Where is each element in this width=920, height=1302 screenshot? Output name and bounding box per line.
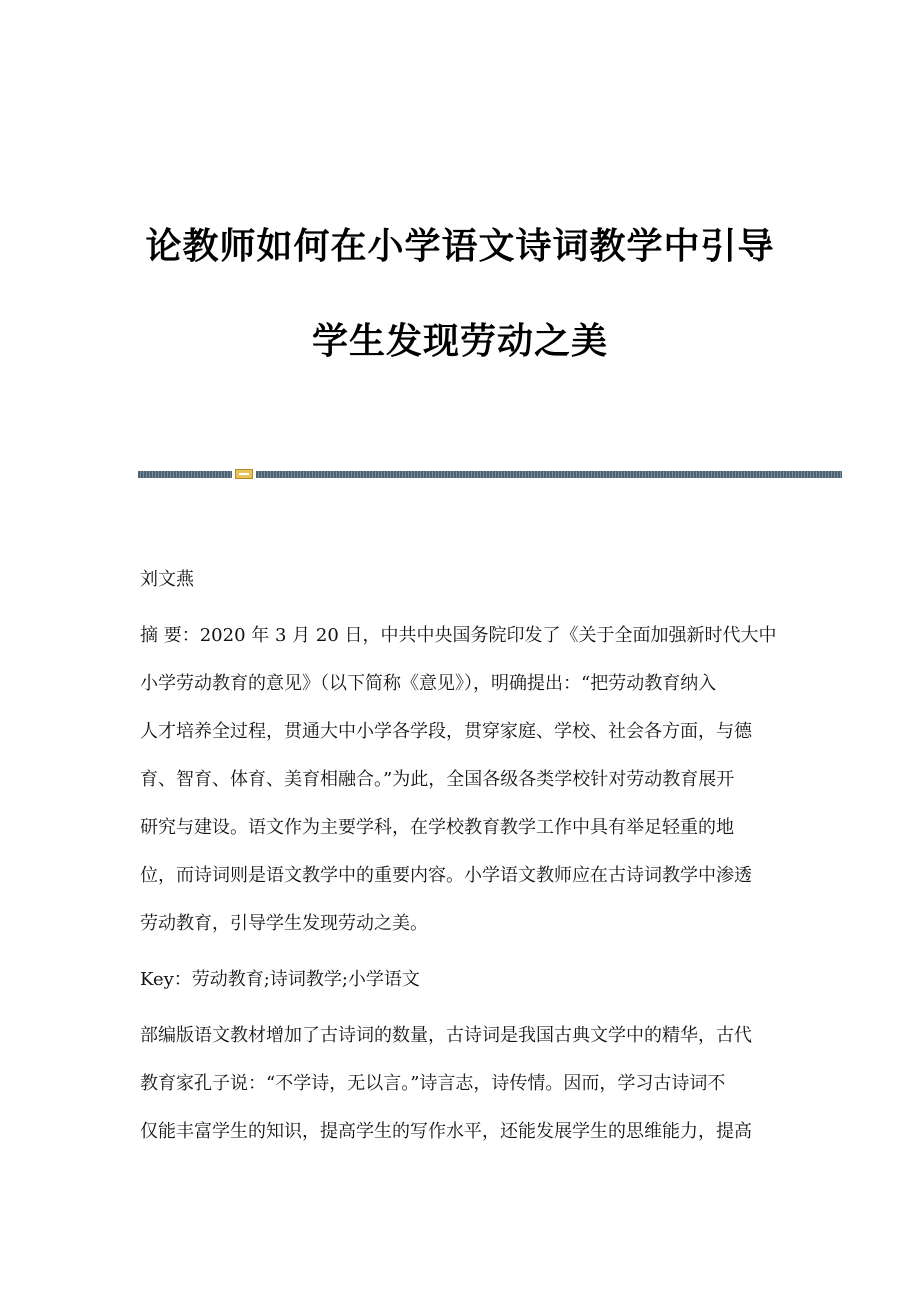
abstract-line: 位，而诗词则是语文教学中的重要内容。小学语文教师应在古诗词教学中渗透 bbox=[140, 865, 752, 886]
abstract-line: 研究与建设。语文作为主要学科，在学校教育教学工作中具有举足轻重的地 bbox=[140, 817, 734, 838]
divider-bar-right bbox=[256, 471, 842, 478]
document-title-line-2: 学生发现劳动之美 bbox=[311, 321, 608, 362]
keywords-line: Key：劳动教育;诗词教学;小学语文 bbox=[140, 969, 420, 990]
body-line: 仅能丰富学生的知识，提高学生的写作水平，还能发展学生的思维能力，提高 bbox=[140, 1121, 752, 1142]
divider-bar-left bbox=[138, 471, 232, 478]
abstract-line: 人才培养全过程，贯通大中小学各学段，贯穿家庭、学校、社会各方面，与德 bbox=[140, 721, 752, 742]
abstract-line: 育、智育、体育、美育相融合。”为此，全国各级各类学校针对劳动教育展开 bbox=[140, 769, 735, 790]
document-title-line-1: 论教师如何在小学语文诗词教学中引导 bbox=[145, 226, 775, 267]
abstract-line: 小学劳动教育的意见》（以下简称《意见》），明确提出：“把劳动教育纳入 bbox=[140, 673, 717, 694]
body-line: 部编版语文教材增加了古诗词的数量，古诗词是我国古典文学中的精华，古代 bbox=[140, 1025, 752, 1046]
body-line: 教育家孔子说：“不学诗，无以言。”诗言志，诗传情。因而，学习古诗词不 bbox=[140, 1073, 726, 1094]
author-name: 刘文燕 bbox=[140, 569, 194, 590]
title-divider bbox=[138, 469, 842, 479]
divider-ornament-icon bbox=[235, 469, 253, 479]
abstract-line: 摘 要：2020 年 3 月 20 日，中共中央国务院印发了《关于全面加强新时代大中 bbox=[140, 625, 777, 646]
abstract-line: 劳动教育，引导学生发现劳动之美。 bbox=[140, 913, 428, 934]
